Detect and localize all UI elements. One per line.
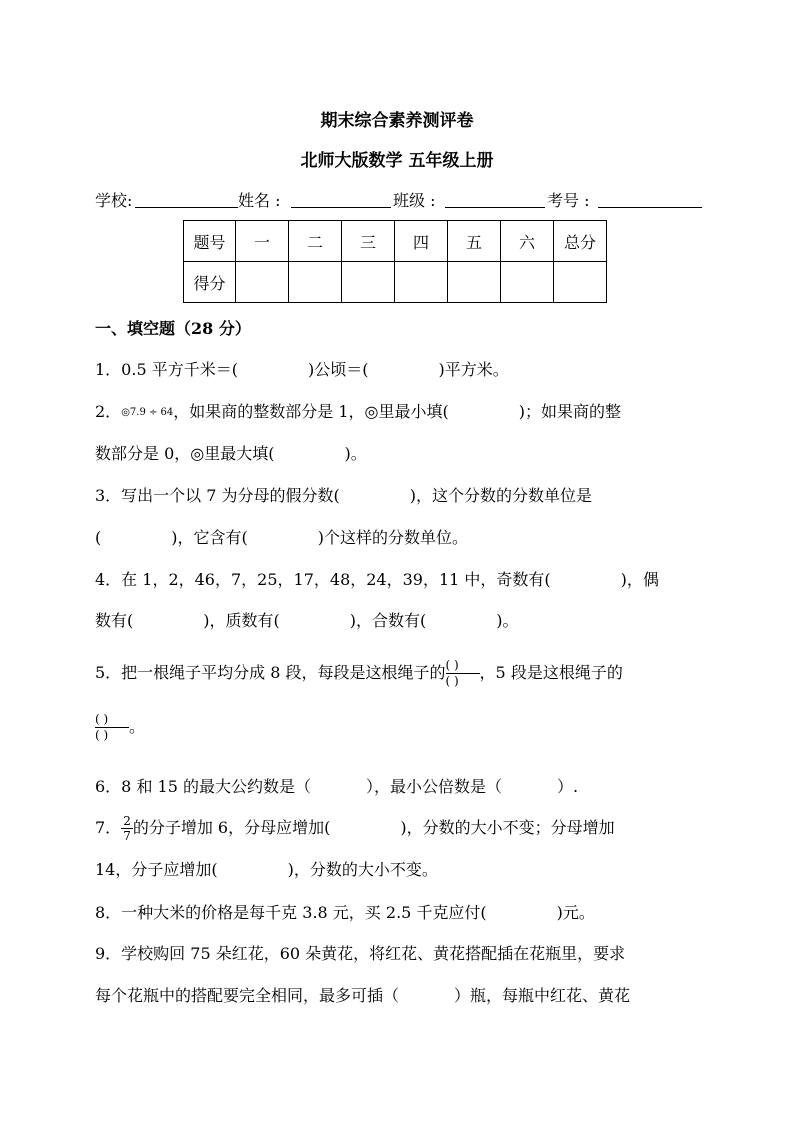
col-total: 总分	[554, 221, 607, 262]
exam-title: 期末综合素养测评卷	[320, 111, 474, 131]
score-cell[interactable]	[236, 262, 289, 303]
score-table-score-row	[184, 262, 607, 303]
name-label: 姓名 :	[238, 191, 281, 210]
col-2: 二	[289, 221, 342, 262]
question-number-label: 题号	[184, 221, 236, 262]
question-4-line-2: 数有( )，质数有( )，合数有( )。	[95, 611, 519, 630]
question-3-line-2: ( )，它含有( )个这样的分数单位。	[95, 528, 468, 547]
col-6: 六	[501, 221, 554, 262]
exam-subtitle: 北师大版数学 五年级上册	[300, 151, 494, 171]
question-3: 3．写出一个以 7 为分母的假分数( )，这个分数的分数单位是	[95, 486, 593, 505]
score-table-header-row	[184, 221, 607, 262]
col-4: 四	[395, 221, 448, 262]
question-2: 2．◎7.9 ÷ 64，如果商的整数部分是 1，◎里最小填( )；如果商的整	[95, 402, 622, 421]
score-cell[interactable]	[342, 262, 395, 303]
question-1: 1．0.5 平方千米＝( )公顷＝( )平方米。	[95, 360, 509, 379]
question-7-line-2: 14，分子应增加( )，分数的大小不变。	[95, 860, 438, 879]
division-expression: ◎7.9 ÷ 64	[121, 407, 174, 418]
student-info-row	[95, 188, 705, 212]
question-4: 4．在 1，2，46，7，25，17，48，24，39，11 中，奇数有( )，偶	[95, 570, 659, 589]
question-5: 5．把一根绳子平均分成 8 段，每段是这根绳子的 $\frac{( )}{( )}$ ，5 段是这根绳子的	[95, 658, 623, 688]
exam-no-label: 考号 :	[547, 191, 590, 210]
question-9: 9．学校购回 75 朵红花，60 朵黄花，将红花、黄花搭配插在花瓶里，要求	[95, 944, 626, 963]
question-6: 6．8 和 15 的最大公约数是（ ），最小公倍数是（ ）.	[95, 777, 579, 796]
fraction-blank[interactable]: $\frac{( )}{( )}$	[446, 658, 480, 689]
col-5: 五	[448, 221, 501, 262]
class-label: 班级 :	[393, 191, 436, 210]
fraction-two-sevenths: $\frac{2}{7}$	[123, 814, 131, 843]
score-cell[interactable]	[501, 262, 554, 303]
question-7: 7． $\frac{2}{7}$ 的分子增加 6，分母应增加( )，分数的大小不变；分母增加	[95, 814, 615, 843]
school-label: 学校:	[95, 191, 133, 210]
col-3: 三	[342, 221, 395, 262]
question-9-line-2: 每个花瓶中的搭配要完全相同，最多可插（ ）瓶，每瓶中红花、黄花	[95, 986, 631, 1005]
class-field[interactable]	[445, 207, 545, 208]
school-field[interactable]	[135, 207, 238, 208]
score-cell[interactable]	[395, 262, 448, 303]
section-heading: 一、填空题（28 分）	[95, 319, 251, 338]
question-5-line-2: $\frac{( )}{( )}$ 。	[95, 712, 146, 742]
score-table	[183, 220, 607, 303]
name-field[interactable]	[291, 207, 391, 208]
exam-no-field[interactable]	[598, 207, 702, 208]
fraction-blank[interactable]: $\frac{( )}{( )}$	[95, 712, 129, 743]
score-label: 得分	[184, 262, 236, 303]
question-2-line-2: 数部分是 0，◎里最大填( )。	[95, 444, 367, 463]
score-cell[interactable]	[289, 262, 342, 303]
score-cell[interactable]	[448, 262, 501, 303]
col-1: 一	[236, 221, 289, 262]
question-8: 8．一种大米的价格是每千克 3.8 元，买 2.5 千克应付( )元。	[95, 903, 595, 922]
score-cell[interactable]	[554, 262, 607, 303]
